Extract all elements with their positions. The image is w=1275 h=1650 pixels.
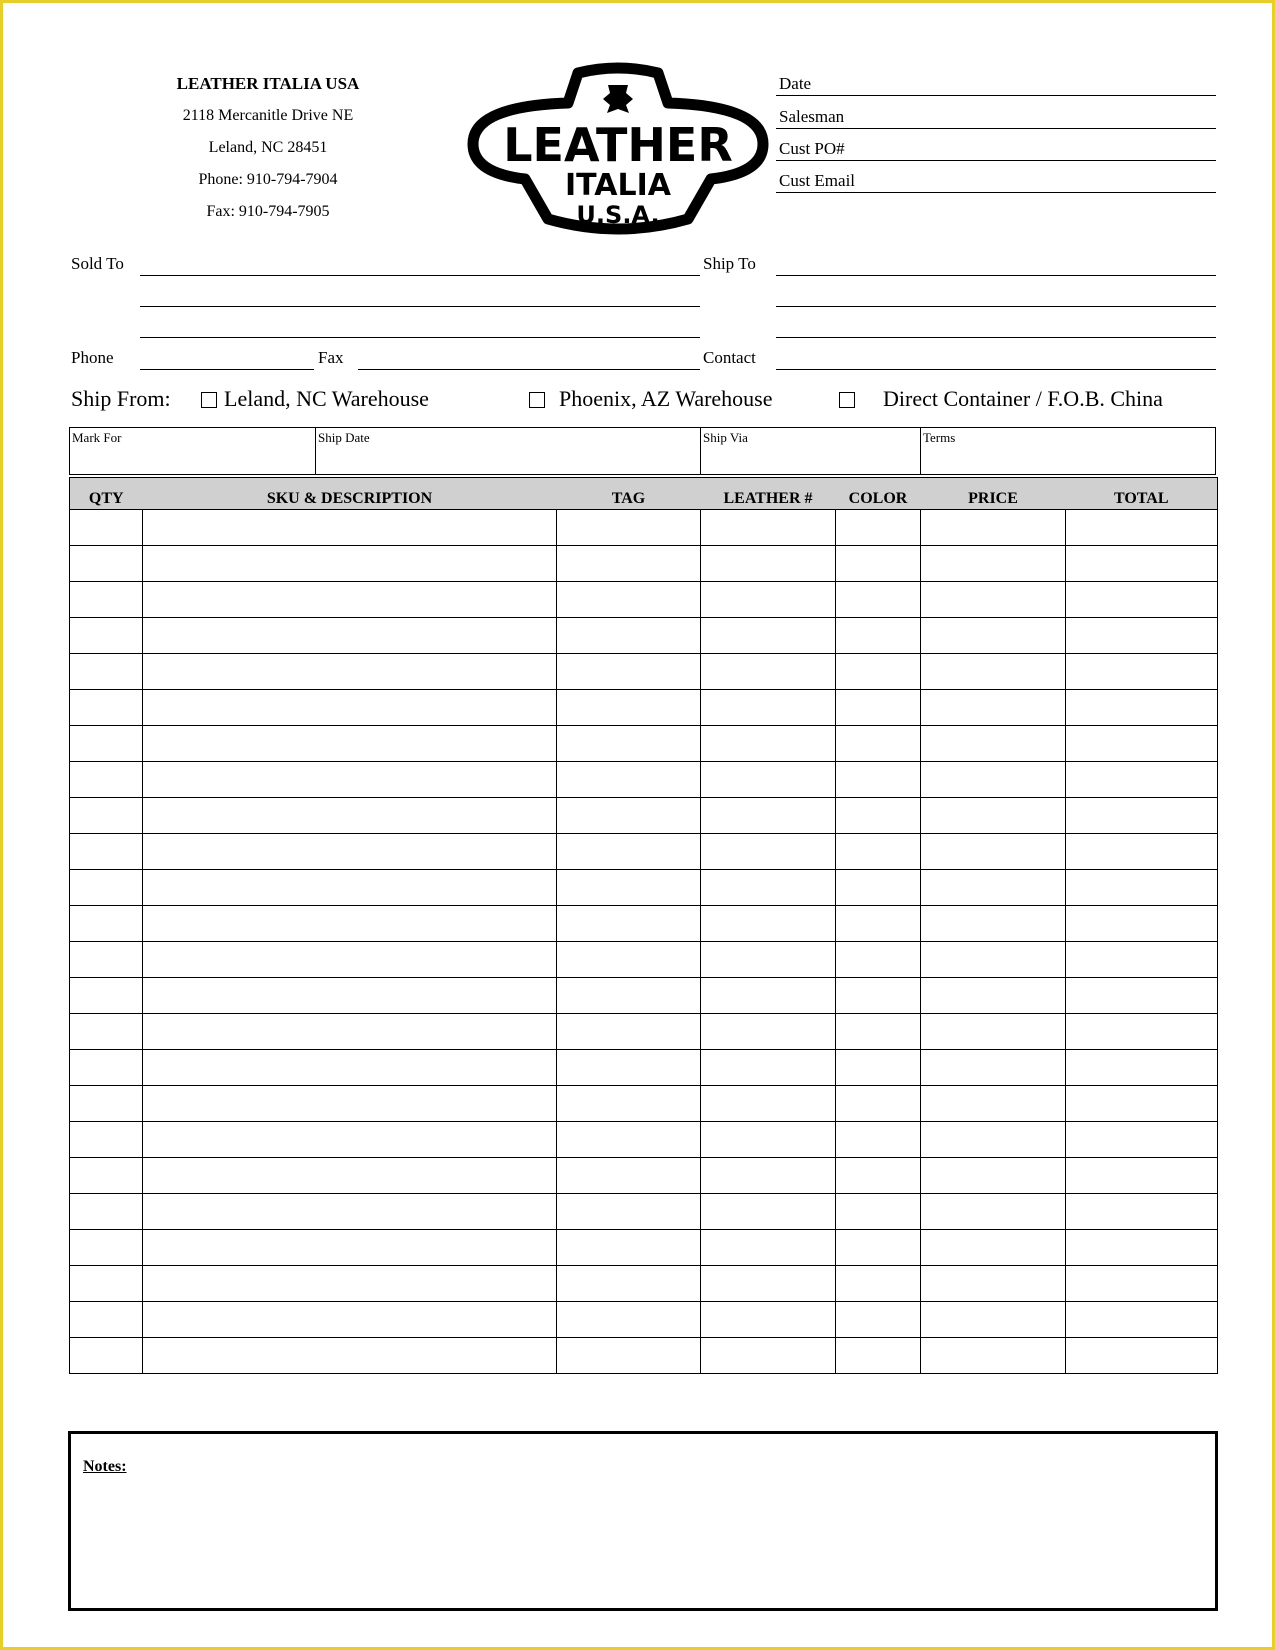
total-cell[interactable]: [1066, 1266, 1218, 1302]
sold-to-line-3[interactable]: [140, 337, 700, 338]
color-cell[interactable]: [836, 1122, 921, 1158]
tag-cell[interactable]: [557, 1158, 701, 1194]
color-cell[interactable]: [836, 870, 921, 906]
total-cell[interactable]: [1066, 870, 1218, 906]
total-cell[interactable]: [1066, 654, 1218, 690]
color-cell[interactable]: [836, 1230, 921, 1266]
tag-cell[interactable]: [557, 654, 701, 690]
sku-description-cell[interactable]: [143, 1194, 557, 1230]
leather-number-cell[interactable]: [701, 1014, 836, 1050]
tag-cell[interactable]: [557, 834, 701, 870]
sold-to-label: Sold To: [71, 254, 124, 273]
price-cell[interactable]: [921, 1230, 1066, 1266]
leather-number-cell[interactable]: [701, 762, 836, 798]
total-cell[interactable]: [1066, 798, 1218, 834]
table-row: [70, 834, 1218, 870]
salesman-label: Salesman: [779, 107, 845, 126]
total-cell[interactable]: [1066, 1014, 1218, 1050]
table-row: [70, 1338, 1218, 1374]
color-cell[interactable]: [836, 762, 921, 798]
total-cell[interactable]: [1066, 1158, 1218, 1194]
qty-cell[interactable]: [70, 1050, 143, 1086]
sku-description-cell[interactable]: [143, 546, 557, 582]
ship-from-label: Ship From:: [71, 386, 171, 411]
color-cell[interactable]: [836, 1014, 921, 1050]
ship-via-cell[interactable]: [700, 428, 921, 474]
total-cell[interactable]: [1066, 834, 1218, 870]
table-row: [70, 1230, 1218, 1266]
price-cell[interactable]: [921, 942, 1066, 978]
table-row: [70, 510, 1218, 546]
color-cell[interactable]: [836, 1194, 921, 1230]
color-cell[interactable]: [836, 690, 921, 726]
total-cell[interactable]: [1066, 1338, 1218, 1374]
qty-cell[interactable]: [70, 870, 143, 906]
price-cell[interactable]: [921, 1122, 1066, 1158]
cust-po-label: Cust PO#: [779, 139, 845, 158]
ship-via-label: Ship Via: [703, 430, 748, 445]
sku-description-cell[interactable]: [143, 1050, 557, 1086]
sku-description-cell[interactable]: [143, 798, 557, 834]
table-row: [70, 582, 1218, 618]
col-header-leather-number: LEATHER #: [701, 478, 836, 510]
color-cell[interactable]: [836, 510, 921, 546]
tag-cell[interactable]: [557, 798, 701, 834]
price-cell[interactable]: [921, 798, 1066, 834]
sku-description-cell[interactable]: [143, 1266, 557, 1302]
leather-number-cell[interactable]: [701, 978, 836, 1014]
leather-number-cell[interactable]: [701, 834, 836, 870]
qty-cell[interactable]: [70, 1158, 143, 1194]
sku-description-cell[interactable]: [143, 726, 557, 762]
terms-label: Terms: [923, 430, 956, 445]
color-cell[interactable]: [836, 1086, 921, 1122]
sku-description-cell[interactable]: [143, 510, 557, 546]
qty-cell[interactable]: [70, 1014, 143, 1050]
leather-number-cell[interactable]: [701, 798, 836, 834]
table-row: [70, 1050, 1218, 1086]
salesman-line[interactable]: [776, 128, 1216, 129]
sku-description-cell[interactable]: [143, 942, 557, 978]
col-header-color: COLOR: [836, 478, 921, 510]
color-cell[interactable]: [836, 1338, 921, 1374]
table-row: [70, 726, 1218, 762]
total-cell[interactable]: [1066, 1122, 1218, 1158]
leather-number-cell[interactable]: [701, 726, 836, 762]
leather-number-cell[interactable]: [701, 1050, 836, 1086]
qty-cell[interactable]: [70, 834, 143, 870]
tag-cell[interactable]: [557, 906, 701, 942]
price-cell[interactable]: [921, 978, 1066, 1014]
total-cell[interactable]: [1066, 1230, 1218, 1266]
leather-number-cell[interactable]: [701, 1266, 836, 1302]
price-cell[interactable]: [921, 1194, 1066, 1230]
sold-to-line-1[interactable]: [140, 275, 700, 276]
total-cell[interactable]: [1066, 978, 1218, 1014]
qty-cell[interactable]: [70, 582, 143, 618]
qty-cell[interactable]: [70, 798, 143, 834]
phone-label: Phone: [71, 348, 114, 367]
qty-cell[interactable]: [70, 654, 143, 690]
logo-line3: U.S.A.: [576, 201, 660, 229]
qty-cell[interactable]: [70, 1230, 143, 1266]
leather-number-cell[interactable]: [701, 510, 836, 546]
qty-cell[interactable]: [70, 726, 143, 762]
leather-number-cell[interactable]: [701, 546, 836, 582]
tag-cell[interactable]: [557, 1194, 701, 1230]
price-cell[interactable]: [921, 618, 1066, 654]
col-header-price: PRICE: [921, 478, 1066, 510]
tag-cell[interactable]: [557, 1050, 701, 1086]
price-cell[interactable]: [921, 1086, 1066, 1122]
tag-cell[interactable]: [557, 942, 701, 978]
price-cell[interactable]: [921, 582, 1066, 618]
company-address: 2118 Mercanitle Drive NE: [182, 107, 354, 124]
price-cell[interactable]: [921, 510, 1066, 546]
leland-checkbox[interactable]: [201, 392, 217, 408]
ship-date-label: Ship Date: [318, 430, 370, 445]
company-phone: Phone: 910-794-7904: [198, 171, 338, 188]
total-cell[interactable]: [1066, 618, 1218, 654]
leather-number-cell[interactable]: [701, 654, 836, 690]
phone-line[interactable]: [140, 369, 314, 370]
price-cell[interactable]: [921, 1158, 1066, 1194]
company-city: Leland, NC 28451: [208, 139, 328, 156]
tag-cell[interactable]: [557, 978, 701, 1014]
price-cell[interactable]: [921, 834, 1066, 870]
cust-po-line[interactable]: [776, 160, 1216, 161]
sku-description-cell[interactable]: [143, 1302, 557, 1338]
color-cell[interactable]: [836, 654, 921, 690]
table-row: [70, 906, 1218, 942]
tag-cell[interactable]: [557, 510, 701, 546]
tag-cell[interactable]: [557, 546, 701, 582]
contact-line[interactable]: [776, 369, 1216, 370]
sku-description-cell[interactable]: [143, 618, 557, 654]
leather-number-cell[interactable]: [701, 618, 836, 654]
table-row: [70, 1266, 1218, 1302]
sku-description-cell[interactable]: [143, 582, 557, 618]
sku-description-cell[interactable]: [143, 906, 557, 942]
tag-cell[interactable]: [557, 762, 701, 798]
total-cell[interactable]: [1066, 726, 1218, 762]
ship-to-line-2[interactable]: [776, 306, 1216, 307]
table-row: [70, 1194, 1218, 1230]
sku-description-cell[interactable]: [143, 654, 557, 690]
total-cell[interactable]: [1066, 1086, 1218, 1122]
table-row: [70, 690, 1218, 726]
qty-cell[interactable]: [70, 510, 143, 546]
price-cell[interactable]: [921, 1302, 1066, 1338]
cust-email-label: Cust Email: [779, 171, 856, 190]
sku-description-cell[interactable]: [143, 1230, 557, 1266]
price-cell[interactable]: [921, 546, 1066, 582]
line-items-table: [69, 477, 1218, 1374]
price-cell[interactable]: [921, 654, 1066, 690]
tag-cell[interactable]: [557, 1230, 701, 1266]
col-header-total: TOTAL: [1066, 478, 1218, 510]
leather-italia-logo: [463, 61, 773, 241]
qty-cell[interactable]: [70, 690, 143, 726]
sku-description-cell[interactable]: [143, 1122, 557, 1158]
total-cell[interactable]: [1066, 1050, 1218, 1086]
tag-cell[interactable]: [557, 1266, 701, 1302]
company-name: LEATHER ITALIA USA: [176, 74, 360, 93]
contact-label: Contact: [703, 348, 756, 367]
qty-cell[interactable]: [70, 1194, 143, 1230]
phoenix-checkbox[interactable]: [529, 392, 545, 408]
qty-cell[interactable]: [70, 762, 143, 798]
table-row: [70, 1122, 1218, 1158]
leather-number-cell[interactable]: [701, 1158, 836, 1194]
tag-cell[interactable]: [557, 870, 701, 906]
sku-description-cell[interactable]: [143, 978, 557, 1014]
color-cell[interactable]: [836, 1302, 921, 1338]
sku-description-cell[interactable]: [143, 870, 557, 906]
qty-cell[interactable]: [70, 546, 143, 582]
leather-number-cell[interactable]: [701, 1086, 836, 1122]
cust-email-line[interactable]: [776, 192, 1216, 193]
sold-to-line-2[interactable]: [140, 306, 700, 307]
logo-line2: ITALIA: [564, 168, 672, 203]
price-cell[interactable]: [921, 870, 1066, 906]
leather-number-cell[interactable]: [701, 942, 836, 978]
table-header-row: [70, 478, 1218, 510]
table-row: [70, 870, 1218, 906]
price-cell[interactable]: [921, 1014, 1066, 1050]
ship-to-label: Ship To: [703, 254, 756, 273]
total-cell[interactable]: [1066, 510, 1218, 546]
color-cell[interactable]: [836, 1266, 921, 1302]
price-cell[interactable]: [921, 1266, 1066, 1302]
leather-number-cell[interactable]: [701, 870, 836, 906]
total-cell[interactable]: [1066, 762, 1218, 798]
fax-line[interactable]: [358, 369, 700, 370]
sku-description-cell[interactable]: [143, 1338, 557, 1374]
sku-description-cell[interactable]: [143, 690, 557, 726]
total-cell[interactable]: [1066, 1302, 1218, 1338]
tag-cell[interactable]: [557, 1122, 701, 1158]
leather-number-cell[interactable]: [701, 1194, 836, 1230]
color-cell[interactable]: [836, 942, 921, 978]
ship-date-cell[interactable]: [315, 428, 701, 474]
price-cell[interactable]: [921, 1050, 1066, 1086]
col-header-tag: TAG: [557, 478, 701, 510]
tag-cell[interactable]: [557, 582, 701, 618]
color-cell[interactable]: [836, 906, 921, 942]
color-cell[interactable]: [836, 582, 921, 618]
ship-to-line-3[interactable]: [776, 337, 1216, 338]
table-row: [70, 762, 1218, 798]
col-header-sku-description: SKU & DESCRIPTION: [143, 478, 557, 510]
fax-label: Fax: [318, 348, 344, 367]
mark-for-label: Mark For: [72, 430, 122, 445]
direct-container-checkbox[interactable]: [839, 392, 855, 408]
color-cell[interactable]: [836, 1050, 921, 1086]
color-cell[interactable]: [836, 798, 921, 834]
qty-cell[interactable]: [70, 978, 143, 1014]
sku-description-cell[interactable]: [143, 1014, 557, 1050]
total-cell[interactable]: [1066, 906, 1218, 942]
shipping-info-row: [69, 427, 1216, 475]
leather-number-cell[interactable]: [701, 906, 836, 942]
col-header-qty: QTY: [70, 478, 143, 510]
leather-number-cell[interactable]: [701, 1122, 836, 1158]
table-row: [70, 1302, 1218, 1338]
direct-container-option-label: Direct Container / F.O.B. China: [883, 386, 1163, 411]
sku-description-cell[interactable]: [143, 1158, 557, 1194]
color-cell[interactable]: [836, 618, 921, 654]
company-fax: Fax: 910-794-7905: [206, 203, 330, 220]
table-row: [70, 1158, 1218, 1194]
qty-cell[interactable]: [70, 1302, 143, 1338]
qty-cell[interactable]: [70, 1086, 143, 1122]
total-cell[interactable]: [1066, 1194, 1218, 1230]
tag-cell[interactable]: [557, 690, 701, 726]
sku-description-cell[interactable]: [143, 762, 557, 798]
ship-to-line-1[interactable]: [776, 275, 1216, 276]
color-cell[interactable]: [836, 726, 921, 762]
total-cell[interactable]: [1066, 942, 1218, 978]
table-row: [70, 798, 1218, 834]
tag-cell[interactable]: [557, 726, 701, 762]
qty-cell[interactable]: [70, 618, 143, 654]
notes-label: Notes:: [83, 1458, 127, 1475]
tag-cell[interactable]: [557, 1014, 701, 1050]
date-line[interactable]: [776, 95, 1216, 96]
color-cell[interactable]: [836, 834, 921, 870]
leather-number-cell[interactable]: [701, 582, 836, 618]
terms-cell[interactable]: [920, 428, 1217, 474]
sku-description-cell[interactable]: [143, 1086, 557, 1122]
leather-number-cell[interactable]: [701, 690, 836, 726]
table-row: [70, 654, 1218, 690]
leather-number-cell[interactable]: [701, 1302, 836, 1338]
color-cell[interactable]: [836, 546, 921, 582]
price-cell[interactable]: [921, 726, 1066, 762]
notes-box[interactable]: [68, 1431, 1218, 1611]
table-row: [70, 546, 1218, 582]
table-row: [70, 1014, 1218, 1050]
tag-cell[interactable]: [557, 1302, 701, 1338]
qty-cell[interactable]: [70, 906, 143, 942]
price-cell[interactable]: [921, 906, 1066, 942]
color-cell[interactable]: [836, 978, 921, 1014]
leland-option-label: Leland, NC Warehouse: [224, 386, 429, 411]
table-row: [70, 978, 1218, 1014]
total-cell[interactable]: [1066, 690, 1218, 726]
table-row: [70, 1086, 1218, 1122]
leather-number-cell[interactable]: [701, 1338, 836, 1374]
tag-cell[interactable]: [557, 618, 701, 654]
tag-cell[interactable]: [557, 1086, 701, 1122]
price-cell[interactable]: [921, 1338, 1066, 1374]
price-cell[interactable]: [921, 762, 1066, 798]
price-cell[interactable]: [921, 690, 1066, 726]
table-body: [70, 510, 1218, 1374]
mark-for-cell[interactable]: [70, 428, 316, 474]
table-row: [70, 942, 1218, 978]
date-label: Date: [779, 74, 812, 93]
qty-cell[interactable]: [70, 1122, 143, 1158]
qty-cell[interactable]: [70, 1338, 143, 1374]
sku-description-cell[interactable]: [143, 834, 557, 870]
logo-line1: LEATHER: [503, 118, 733, 172]
qty-cell[interactable]: [70, 1266, 143, 1302]
color-cell[interactable]: [836, 1158, 921, 1194]
tag-cell[interactable]: [557, 1338, 701, 1374]
phoenix-option-label: Phoenix, AZ Warehouse: [559, 386, 773, 411]
total-cell[interactable]: [1066, 546, 1218, 582]
total-cell[interactable]: [1066, 582, 1218, 618]
table-row: [70, 618, 1218, 654]
leather-number-cell[interactable]: [701, 1230, 836, 1266]
qty-cell[interactable]: [70, 942, 143, 978]
